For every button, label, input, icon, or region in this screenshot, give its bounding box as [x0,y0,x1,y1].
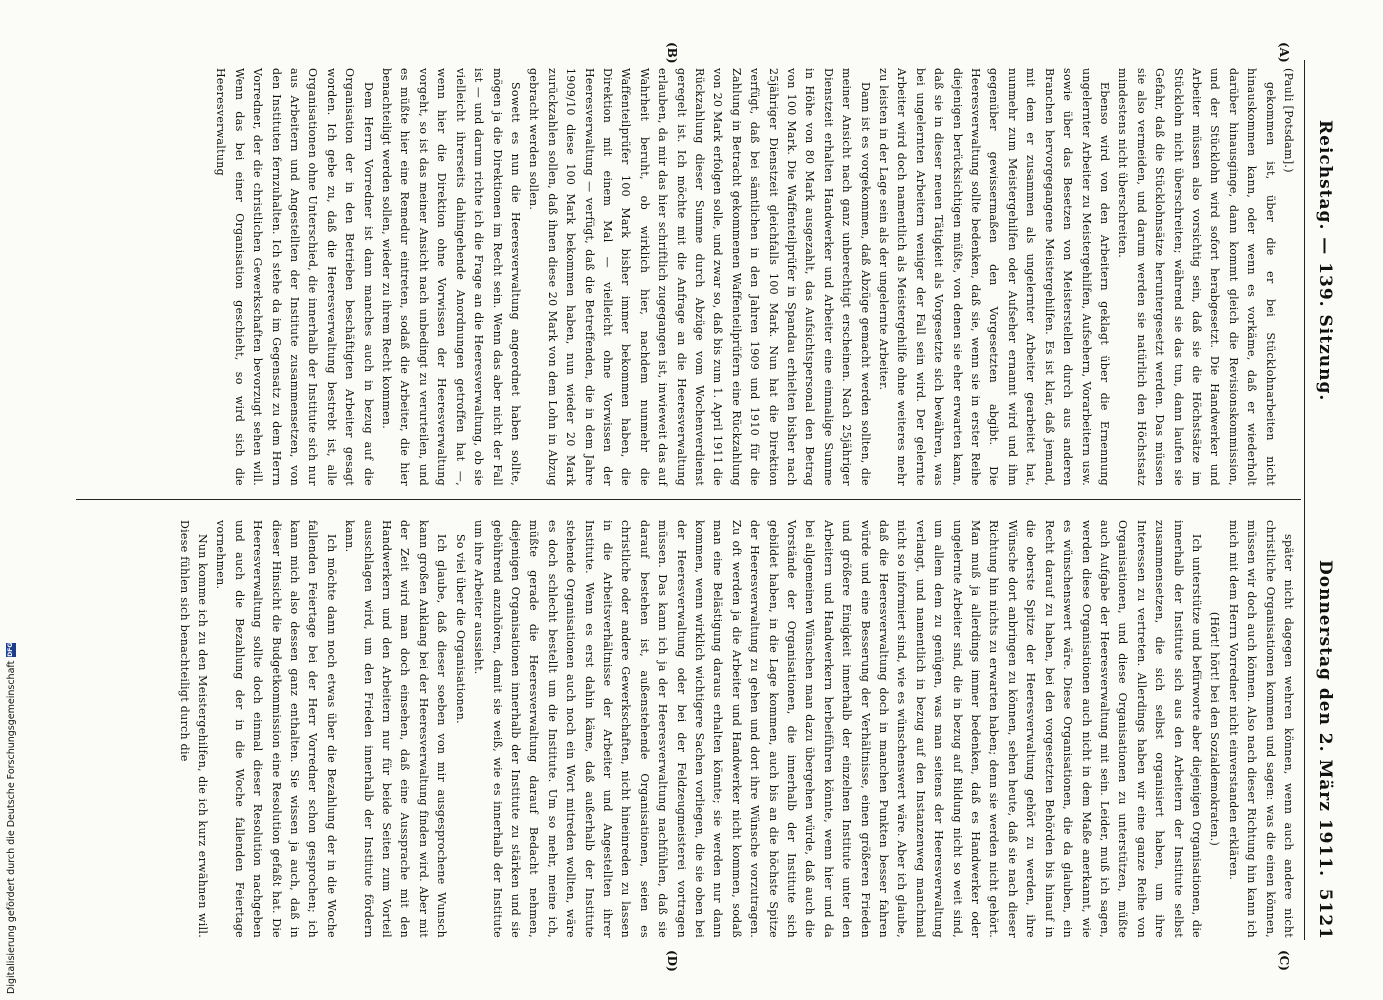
credit-text: Digitalisierung gefördert durch die Deutsche Forschungsgemeinschaft [5,660,17,994]
paragraph: Sowett es nun die Heeresverwaltung angeordnet haben sollte, mögen ja die Direktionen im Recht sein. Wenn das aber nicht der Fall ist — und darum richte ich die Frage an die Heeresverwaltung, ob sie vielleicht ihrerseits dahingehende Anordnungen getroffen hat —, wenn hier die Direktion ohne Vorwissen der Heeresverwaltung vorgeht, so ist das meiner Ansicht nach unbedingt zu verurteilen, und es müßte hier eine Remedur eintreten, sodaß die Arbeiter, die hier benachteiligt werden sollen, wieder zu ihrem Recht kommen. [380,68,522,486]
paragraph: Ich glaube, daß dieser soeben von mir ausgesprochene Wunsch kann großen Anklang bei der Heeresverwaltung finden wird. Aber mit der Zeit wird man doch einsehen, daß eine Aussprache mit den Handwerkern und den Arbeitern nur für beide Seiten zum Vorteil ausschlagen wird, um den Frieden innerhalb der Institute fördern kann. [343,520,449,938]
paragraph: Ebenso wird von den Arbeitern geklagt über die Ernennung ungelernter Arbeiter zu Meistergehilfen, Aufsehern, Vorarbeitern usw. sowie über das Besetzen von Meisterstellen durch aus anderen Branchen hervorgegangene Meistergehilfen. Es ist klar, daß jemand, mit dem er zusammen als ungelernter Arbeiter gearbeitet hat, nunmehr zum Meistergehilfen oder Aufseher ernannt wird und ihm gegenüber gewissermaßen den Vorgesetzten abgibt. Die Heeresverwaltung sollte bedenken, daß sie, wenn sie in erster Reihe diejenigen berücksichtigen müßte, von denen sie eher erwarten kann, daß sie in dieser neuen Tätigkeit als Vorgesetzte sich bewähren, was bei ungelernten Arbeitern weniger der Fall sein wird. Der gelernte Arbeiter wird doch namentlich als Meistergehilfe ohne weiteres mehr zu leisten in der Lage sein als der ungelernte Arbeiter. [877,68,1111,486]
column-divider [76,499,1301,500]
page-number-right: 5121 [1315,888,1335,940]
paragraph: So viel über die Organisationen. [453,534,467,724]
margin-mark-d: (D) [665,950,679,972]
paragraph: Dann ist es vorgekommen, daß Abzüge gemacht werden sollten, die meiner Ansicht nach ganz unberechtigt erscheinen. Nach 25jähriger Dienstzeit erhalten Handwerker und Arbeiter eine einmalige Summe in Höhe von 80 Mark ausgezahlt, das Aufsichtspersonal den Betrag von 100 Mark. Die Waffenteilprüfer in Spandau erhielten bisher nach 25jähriger Dienstzeit gleichfalls 100 Mark. Nun hat die Direktion verfügt, daß bei sämtlichen in den Jahren 1909 und 1910 für die Zahlung in Betracht gekommenen Waffenteilprüfern eine Rückzahlung von 20 Mark erfolgen solle, und zwar so, daß bis zum 1. April 1911 die Rückzahlung dieser Summe durch Abzüge vom Wochenverdienst geregelt ist. Ich möchte mit die Anfrage an die Heeresverwaltung erlauben, da mir das hier schriftlich zugegangen ist, inwieweit das auf Wahrheit beruht, ob wirklich hier, nachdem nunmehr die Waffenteilprüfer 100 Mark bisher immer bekommen haben, die Direktion mit einem Mal — vielleicht ohne Vorwissen der Heeresverwaltung — verfügt, daß die Betreffenden, die in dem Jahre 1909/10 diese 100 Mark bekommen haben, nun wieder 20 Mark zurückzahlen sollen, daß ihnen diese 20 Mark von dem Lohn in Abzug gebracht werden sollen. [527,68,872,486]
interjection: (Hört! hört! bei den Sozialdemokraten.) [1208,611,1222,847]
left-column [211,68,1297,486]
margin-mark-a: (A) [1277,42,1291,63]
running-title-left: Reichstag. — 139. Sitzung. [1315,120,1335,402]
paragraph: Ich möchte dann noch etwas über die Bezahlung der in die Woche fallenden Feiertage bei der Herr Vorredner schon gesprochen; ich kann mich also dessen ganz enthalten. Sie wissen ja auch, daß in dieser Hinsicht die Budgetkommission eine Resolution gefaßt hat. Die Heeresverwaltung sollte doch einmal dieser Resolution nachgeben und auch die Bezahlung der in die Woche fallenden Feiertage vornehmen. [214,520,338,938]
paragraph: gekommen ist, über die er bei Stücklohnarbeiten nicht hinauskommen kann, oder wenn es vorkäme, daß er wiederholt darüber hinausginge, dann kommt gleich die Revisionskommission, und der Stücklohn wird sofort herabgesetzt. Die Handwerker und Arbeiter müssen also vorsichtig sein, daß sie die Höchstsätze im Stücklohn nicht überschreiten; während sie das tun, dann laufen sie Gefahr, daß die Stücklohnsätze heruntergesetzt werden. Das müssen sie also vermeiden, und darum werden sie natürlich den Höchstsatz mindestens nicht überschreiten. [1116,68,1277,486]
paragraph: später nicht dagegen wehren können, wenn auch andere nicht christliche Organisationen kommen und sagen: was die einen können, müssen wir doch auch können. Also nach dieser Richtung hin kann ich mich mit dem Herrn Vorredner nicht einverstanden erklären. [1226,520,1295,938]
digitization-credit [4,14,18,994]
right-column [174,520,1297,938]
header-rule [1304,60,1305,940]
running-header [1309,60,1335,940]
paragraph: Nun komme ich zu den Meistergehilfen, die ich kurz erwähnen will. Diese fühlen sich benachteiligt durch die [177,520,210,938]
running-title-right: Donnerstag den 2. März 1911. [1315,560,1335,878]
paragraph: Dem Herrn Vorredner ist dann manches auch in bezug auf die Organisation der in den Betrieben beschäftigten Arbeiter gesagt worden. Ich gebe zu, daß die Heeresverwaltung bestrebt ist, alle Organisationen ohne Unterschied, die innerhalb der Institute sich nur aus Arbeitern und Angestellten der Institute zusammensetzen, von den Instituten fernzuhalten. Ich stehe da im Gegensatz zu dem Herrn Vorredner, der die christlichen Gewerkschaften bevorzugt sehen will. Wenn das bei einer Organisation geschieht, so wird sich die Heeresverwaltung [214,68,375,486]
speaker-attribution: (Pauli [Potsdam].) [1282,68,1295,173]
dfg-logo-icon: DFG [7,642,14,657]
margin-mark-b: (B) [665,42,679,64]
paragraph: Ich unterstütze und befürworte aber diejenigen Organisationen, die innerhalb der Institute sich aus den Arbeitern der Institute selbst zusammensetzen, die sich selbst organisiert haben, um ihre Interessen zu vertreten. Allerdings haben wir eine ganze Reihe von Organisationen, und diese Organisationen zu unterstützen, müßte auch Aufgabe der Heeresverwaltung mit sein. Leider, muß ich sagen, werden diese Organisationen auch nicht in dem Maße anerkannt, wie es wünschenswert wäre. Diese Organisationen, die da glauben, ein Recht darauf zu haben, bei den vorgesetzten Behörden bis hinauf in die oberste Spitze der Heeresverwaltung gehört zu werden, ihre Wünsche dort anbringen zu können, sehen heute, daß sie nach dieser Richtung hin nichts zu erwarten haben; denn sie werden nicht gehört. Man muß ja allerdings immer bedenken, daß es Handwerker oder ungelernte Arbeiter sind, die in bezug auf Bildung nicht so weit sind, um allem dem zu genügen, was man seitens der Heeresverwaltung verlangt, und namentlich in bezug auf den Instanzenweg manchmal nicht so informiert sind, wie es wünschenswert wäre. Aber ich glaube, daß die Heeresverwaltung doch in manchen Punkten besser fahren würde und eine Besserung der Verhältnisse, einen größeren Frieden und größere Einigkeit innerhalb der einzelnen Institute unter den Arbeitern und Handwerkern herbeiführen könnte, wenn hier und da bei allgemeinen Wünschen man dazu übergehen würde, daß auch die Vorstände der Organisationen, die innerhalb der Institute sich gebildet haben, in die Lage kommen, auch bis an die höchste Spitze der Heeresverwaltung zu gehen und dort ihre Wünsche vorzutragen. Zu oft werden ja die Arbeiter und Handwerker nicht kommen, sodaß man eine Belästigung daraus erhalten könnte; sie werden nur dann kommen, wenn wirklich wichtigere Sachen vorliegen, die sie oben bei der Heeresverwaltung oder bei der Feldzeugmeisterei vortragen müssen. Das kann ich ja der Heeresverwaltung nachfühlen, daß sie darauf bestehen ist, außenstehende Organisationen, seien es christliche oder andere Gewerkschaften, nicht hineinreden zu lassen in die Arbeitsverhältnisse der Arbeiter und Angestellten ihrer Institute. Wenn es erst dahin käme, daß außerhalb der Institute stehende Organisationen auch noch ein Wort mitreden wollten, wäre es doch schlecht bestellt um die Institute. Um so mehr, meine ich, müßte gerade die Heeresverwaltung darauf Bedacht nehmen, diejenigen Organisationen innerhalb der Institute zu stärken und sie gebührend anzuhören, damit sie weiß, wie es innerhalb der Institute um ihre Arbeiter aussieht. [472,520,1203,938]
margin-mark-c: (C) [1277,950,1291,971]
